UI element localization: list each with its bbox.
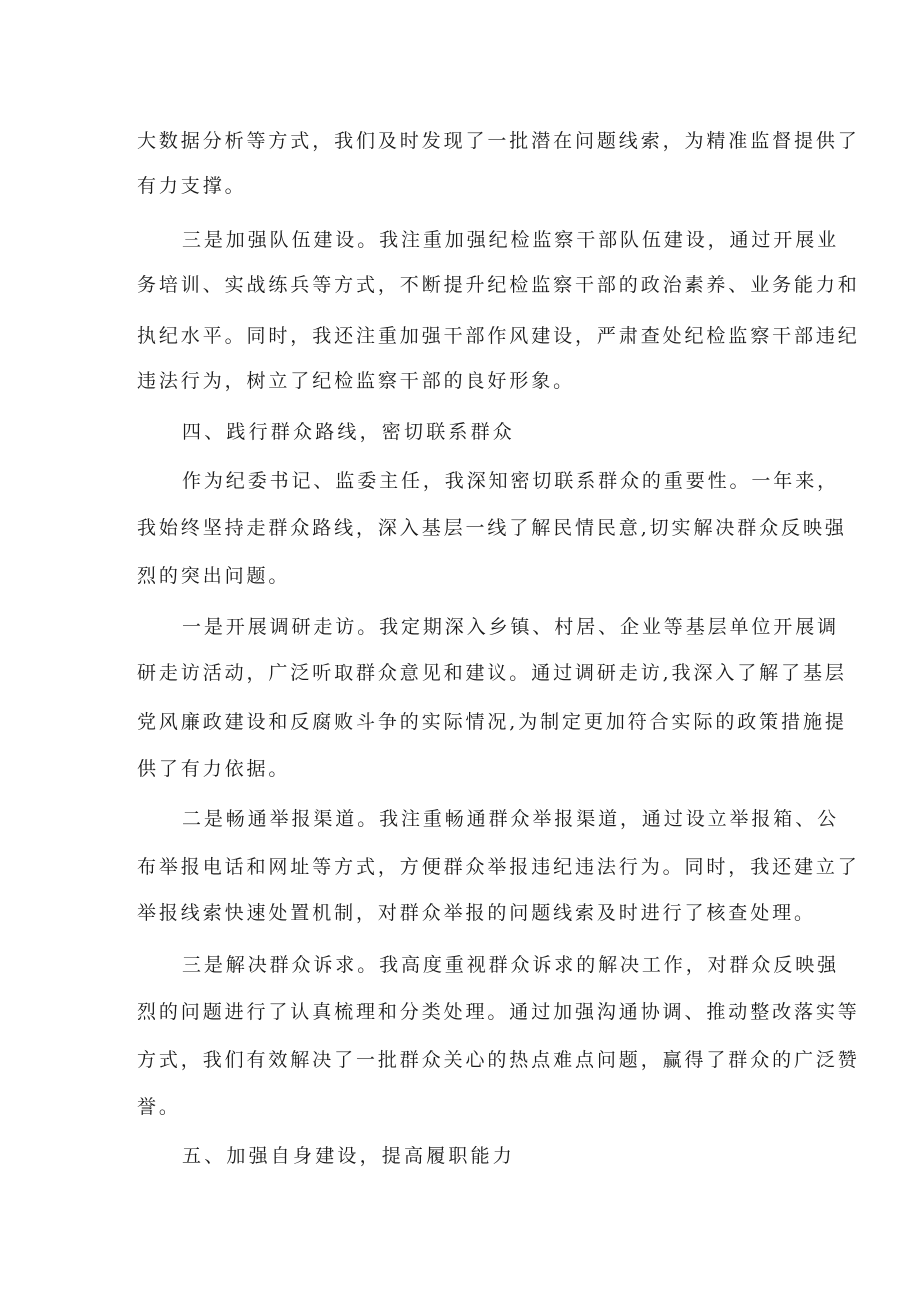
text-line: 有力支撑。	[137, 175, 247, 197]
text-line: 布举报电话和网址等方式，方便群众举报违纪违法行为。同时，我还建立了	[137, 856, 860, 878]
text-line: 方式，我们有效解决了一批群众关心的热点难点问题，赢得了群众的广泛赞	[137, 1049, 860, 1071]
text-line: 务培训、实战练兵等方式，不断提升纪检监察干部的政治素养、业务能力和	[137, 274, 860, 296]
paragraph-first-line: 三是加强队伍建设。我注重加强纪检监察干部队伍建设，通过开展业	[182, 229, 840, 251]
text-line: 供了有力依据。	[137, 758, 291, 780]
text-line: 党风廉政建设和反腐败斗争的实际情况,为制定更加符合实际的政策措施提	[137, 711, 847, 733]
section-heading: 四、践行群众路线，密切联系群众	[182, 421, 516, 443]
text-line: 违法行为，树立了纪检监察干部的良好形象。	[137, 370, 576, 392]
text-line: 烈的突出问题。	[137, 565, 291, 587]
text-line: 我始终坚持走群众路线，深入基层一线了解民情民意,切实解决群众反映强	[137, 517, 847, 539]
paragraph-first-line: 一是开展调研走访。我定期深入乡镇、村居、企业等基层单位开展调	[182, 616, 840, 638]
section-heading: 五、加强自身建设，提高履职能力	[182, 1145, 516, 1167]
paragraph-first-line: 三是解决群众诉求。我高度重视群众诉求的解决工作，对群众反映强	[182, 954, 840, 976]
text-line: 烈的问题进行了认真梳理和分类处理。通过加强沟通协调、推动整改落实等	[137, 1001, 860, 1023]
text-line: 举报线索快速处置机制，对群众举报的问题线索及时进行了核查处理。	[137, 902, 816, 924]
paragraph-first-line: 作为纪委书记、监委主任，我深知密切联系群众的重要性。一年来，	[182, 470, 840, 492]
text-line: 执纪水平。同时，我还注重加强干部作风建设，严肃查处纪检监察干部违纪	[137, 325, 860, 347]
paragraph-first-line: 二是畅通举报渠道。我注重畅通群众举报渠道，通过设立举报箱、公	[182, 808, 840, 830]
text-line: 大数据分析等方式，我们及时发现了一批潜在问题线索，为精准监督提供了	[137, 130, 860, 152]
text-line: 研走访活动，广泛听取群众意见和建议。通过调研走访,我深入了解了基层	[137, 662, 847, 684]
text-line: 誉。	[137, 1096, 181, 1118]
